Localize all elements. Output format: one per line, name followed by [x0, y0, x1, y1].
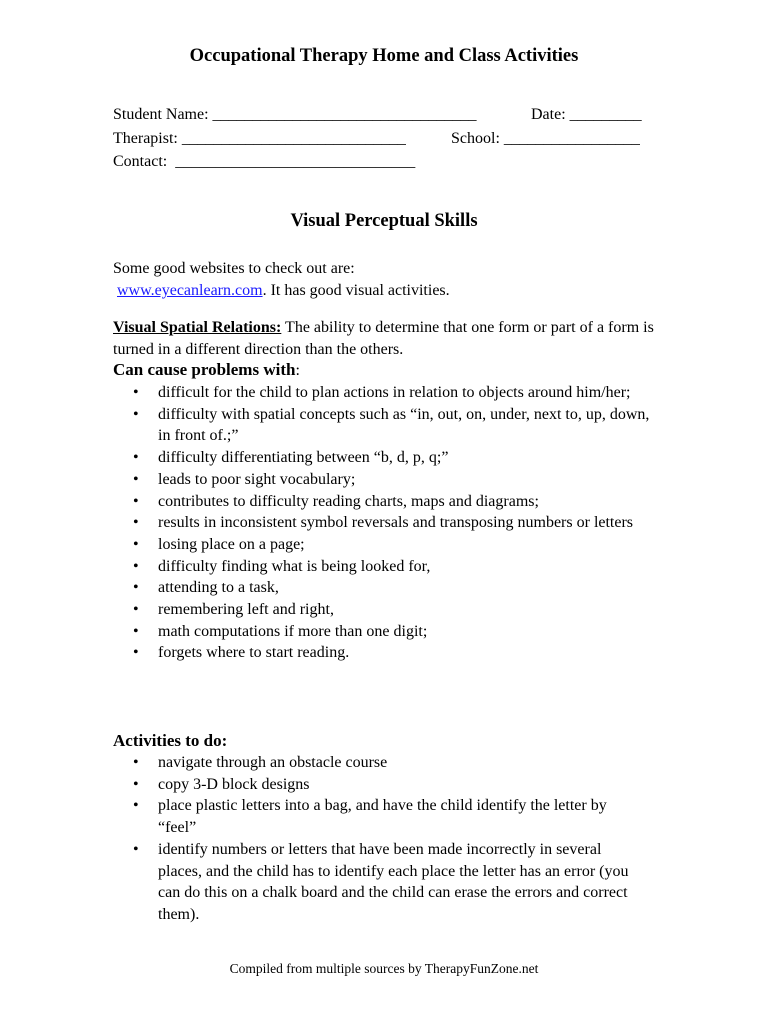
student-name-field: Student Name: _________________________________: [113, 106, 477, 123]
websites-after-link: . It has good visual activities.: [262, 282, 450, 299]
list-item: • difficulty with spatial concepts such as “in, out, on, under, next to, up, down, in front of.;”: [133, 404, 653, 447]
visual-spatial-description: The ability to determine that one form or part of a form is turned in a different direction than the others.: [113, 319, 654, 358]
list-item: • results in inconsistent symbol reversals and transposing numbers or letters: [133, 512, 653, 534]
list-item: • remembering left and right,: [133, 599, 653, 621]
section-title: Visual Perceptual Skills: [290, 211, 478, 231]
activities-heading: [113, 730, 227, 753]
list-item: • leads to poor sight vocabulary;: [133, 469, 653, 491]
date-field: Date: _________: [531, 106, 642, 123]
problems-list: [133, 382, 653, 664]
list-item: • math computations if more than one digit;: [133, 621, 653, 643]
list-item: • navigate through an obstacle course: [133, 752, 633, 774]
eyecanlearn-link[interactable]: www.eyecanlearn.com: [117, 282, 263, 299]
school-field: School: _________________: [451, 130, 640, 147]
list-item: • losing place on a page;: [133, 534, 653, 556]
activities-list: [133, 752, 633, 926]
list-item: • attending to a task,: [133, 577, 653, 599]
list-item: • identify numbers or letters that have been made incorrectly in several places, and the child has to identify each place the letter has an error (you can do this on a chalk board and the child can erase the errors and correct them).: [133, 839, 633, 926]
activities-heading-text: Activities to do:: [113, 731, 228, 750]
websites-intro: [113, 258, 673, 302]
list-item: • difficult for the child to plan actions in relation to objects around him/her;: [133, 382, 653, 404]
list-item: • difficulty finding what is being looked for,: [133, 556, 653, 578]
list-item: • contributes to difficulty reading charts, maps and diagrams;: [133, 491, 653, 513]
visual-spatial-paragraph: [113, 317, 658, 361]
websites-intro-text: Some good websites to check out are:: [113, 260, 355, 277]
footer: Compiled from multiple sources by TherapyFunZone.net: [229, 961, 539, 976]
list-item: • forgets where to start reading.: [133, 642, 653, 664]
visual-spatial-heading: Visual Spatial Relations:: [113, 319, 282, 336]
problems-heading: [113, 359, 300, 382]
list-item: • place plastic letters into a bag, and have the child identify the letter by “feel”: [133, 795, 633, 838]
websites-line: [113, 280, 673, 302]
list-item: • copy 3-D block designs: [133, 774, 633, 796]
list-item: • difficulty differentiating between “b, d, p, q;”: [133, 447, 653, 469]
therapist-field: Therapist: ____________________________: [113, 130, 406, 147]
contact-field: Contact: ______________________________: [113, 153, 416, 170]
page-title: Occupational Therapy Home and Class Activities: [189, 46, 579, 66]
problems-heading-text: Can cause problems with: [113, 360, 296, 379]
problems-heading-colon: :: [295, 362, 300, 379]
